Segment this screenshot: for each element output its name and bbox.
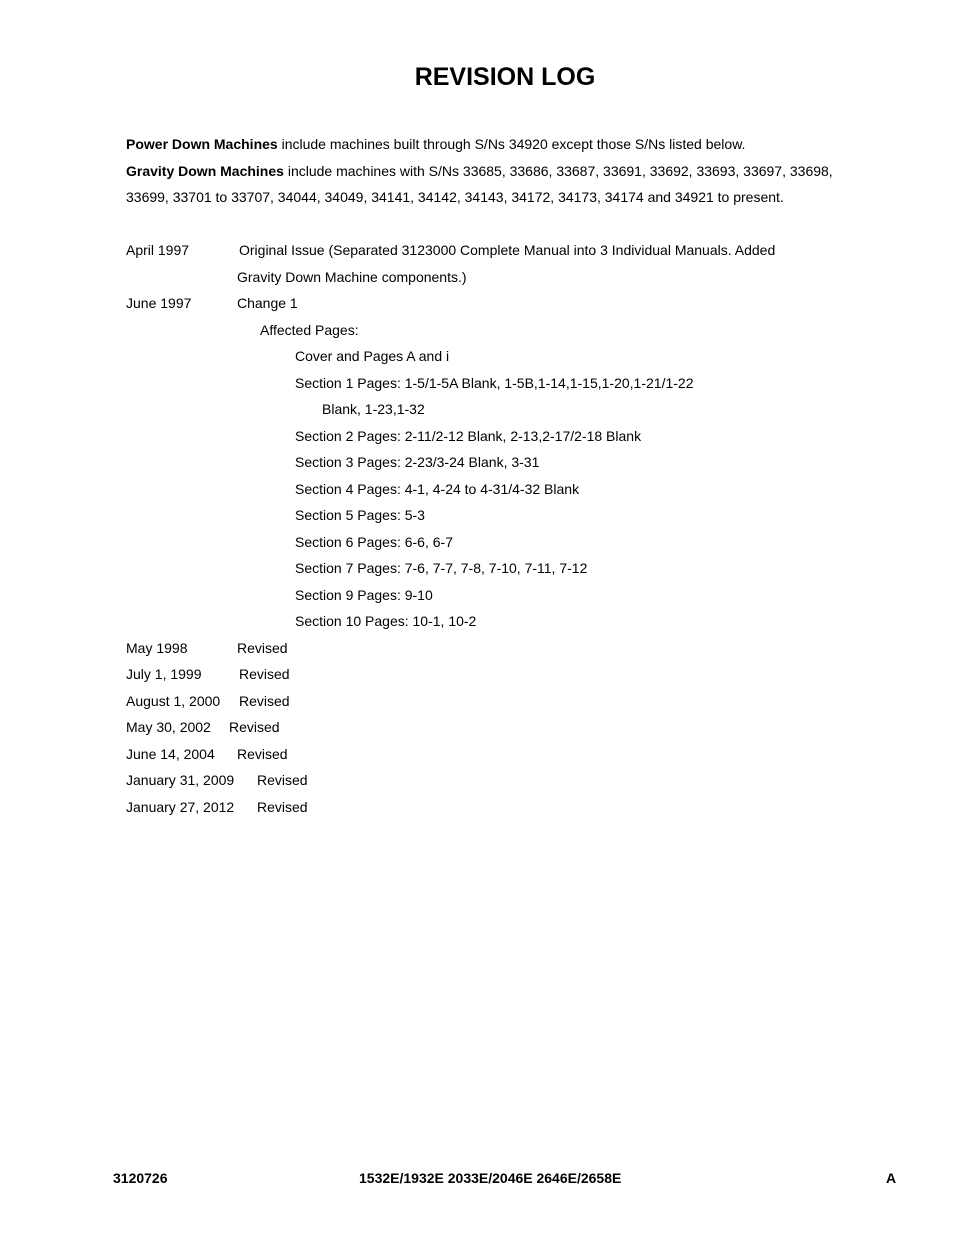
affected-page-item: Section 5 Pages: 5-3 xyxy=(295,507,425,523)
affected-page-item: Blank, 1-23,1-32 xyxy=(322,401,425,417)
footer-page-number: A xyxy=(886,1170,897,1186)
change1-date: June 1997 xyxy=(126,295,192,311)
power-down-text: include machines built through S/Ns 34920 except those S/Ns listed below. xyxy=(277,136,746,152)
revision-status: Revised xyxy=(239,693,290,709)
affected-page-item: Section 9 Pages: 9-10 xyxy=(295,587,433,603)
revision-date: August 1, 2000 xyxy=(126,693,221,709)
revision-date: May 30, 2002 xyxy=(126,719,211,735)
original-date: April 1997 xyxy=(126,242,190,258)
original-line-1: Original Issue (Separated 3123000 Complete Manual into 3 Individual Manuals. Added xyxy=(239,242,776,258)
power-down-label: Power Down Machines xyxy=(126,136,278,152)
revision-status: Revised xyxy=(257,799,308,815)
affected-page-item: Section 6 Pages: 6-6, 6-7 xyxy=(295,534,453,550)
gravity-down-label: Gravity Down Machines xyxy=(126,163,284,179)
revision-date: January 27, 2012 xyxy=(126,799,235,815)
affected-pages-label: Affected Pages: xyxy=(260,322,359,338)
gravity-down-text: include machines with S/Ns 33685, 33686, 33687, 33691, 33692, 33693, 33697, 33698, xyxy=(283,163,833,179)
revision-date: June 14, 2004 xyxy=(126,746,215,762)
page-title: REVISION LOG xyxy=(414,63,596,91)
revision-status: Revised xyxy=(257,772,308,788)
revision-status: Revised xyxy=(229,719,280,735)
footer-models: 1532E/1932E 2033E/2046E 2646E/2658E xyxy=(359,1170,622,1186)
gravity-down-line-2: 33699, 33701 to 33707, 34044, 34049, 34141, 34142, 34143, 34172, 34173, 34174 and 34921 to present. xyxy=(126,189,784,205)
original-line-2: Gravity Down Machine components.) xyxy=(237,269,467,285)
revision-date: January 31, 2009 xyxy=(126,772,235,788)
gravity-down-line xyxy=(126,162,833,180)
revision-status: Revised xyxy=(237,640,288,656)
affected-page-item: Section 4 Pages: 4-1, 4-24 to 4-31/4-32 Blank xyxy=(295,481,580,497)
affected-page-item: Section 1 Pages: 1-5/1-5A Blank, 1-5B,1-14,1-15,1-20,1-21/1-22 xyxy=(295,375,694,391)
revision-status: Revised xyxy=(239,666,290,682)
revision-status: Revised xyxy=(237,746,288,762)
footer-doc-number: 3120726 xyxy=(113,1170,168,1186)
affected-page-item: Cover and Pages A and i xyxy=(295,348,450,364)
affected-page-item: Section 3 Pages: 2-23/3-24 Blank, 3-31 xyxy=(295,454,540,470)
affected-page-item: Section 7 Pages: 7-6, 7-7, 7-8, 7-10, 7-11, 7-12 xyxy=(295,560,588,576)
power-down-line xyxy=(126,135,745,153)
revision-date: May 1998 xyxy=(126,640,188,656)
revision-date: July 1, 1999 xyxy=(126,666,202,682)
affected-page-item: Section 10 Pages: 10-1, 10-2 xyxy=(295,613,477,629)
affected-page-item: Section 2 Pages: 2-11/2-12 Blank, 2-13,2-17/2-18 Blank xyxy=(295,428,642,444)
change1-label: Change 1 xyxy=(237,295,298,311)
